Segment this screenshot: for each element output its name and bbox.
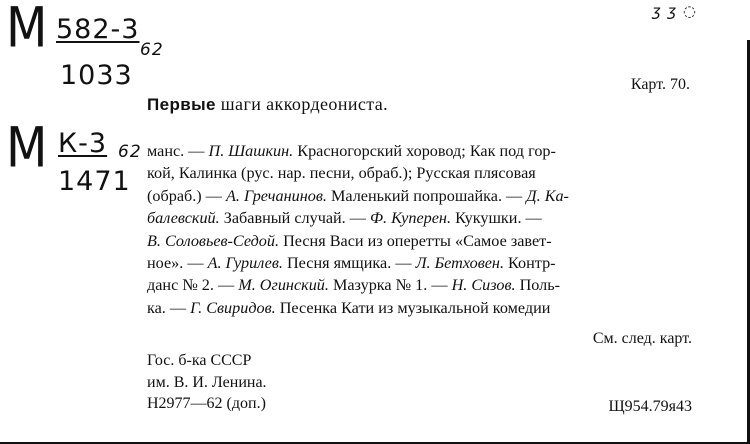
author-name: А. Гречанинов. — [225, 186, 327, 205]
author-name: П. Шашкин. — [208, 142, 294, 160]
contents-line — [147, 207, 692, 229]
author-name: Д. Ка- — [526, 186, 569, 205]
card-number: Карт. 70. — [630, 76, 690, 93]
contents-line — [147, 140, 692, 162]
contents-run: Песня ямщика. — — [282, 254, 416, 273]
contents-line — [147, 274, 692, 296]
author-name: А. Гурилев. — [207, 254, 283, 273]
library-line-2: им. В. И. Ленина. — [147, 373, 267, 391]
author-name: В. Соловьев-Седой. — [147, 231, 280, 250]
contents-run: кой, Калинка (рус. нар. песни, обраб.); Русская плясовая — [147, 164, 536, 183]
contents-run: Забавный случай. — — [219, 209, 371, 228]
contents-line — [147, 162, 692, 184]
contents-run: Песенка Кати из музыкальной комедии — [275, 298, 551, 317]
contents-run: Песня Васи из оперетты «Самое завет- — [279, 231, 552, 250]
library-line-1: Гос. б-ка СССР — [147, 352, 252, 369]
contents-run: данс № 2. — — [147, 276, 239, 295]
contents-run: ное». — — [147, 254, 208, 273]
contents-run: Маленький попрошайка. — — [326, 186, 527, 205]
handwritten-m-lower: М — [6, 115, 49, 181]
handwritten-code-upper-top: 582-3 — [56, 14, 140, 45]
card-title — [147, 94, 388, 115]
handwritten-code-lower-top: К-3 — [58, 128, 108, 159]
contents-run: (обраб.) — — [147, 186, 226, 205]
author-name: балевский. — [147, 209, 220, 228]
title-rest: шаги аккордеониста. — [215, 94, 389, 114]
contents-run: Мазурка № 1. — — [328, 276, 452, 295]
contents-line — [147, 252, 692, 274]
contents-run: ка. — — [147, 298, 191, 317]
author-name: Л. Бетховен. — [415, 254, 504, 273]
author-name: Ф. Куперен. — [370, 209, 452, 228]
contents-run: Красногорский хоровод; Как под гор- — [293, 142, 556, 160]
contents-run: Кукушки. — — [451, 209, 542, 228]
handwritten-code-lower-bottom: 1471 — [58, 166, 131, 197]
contents-line — [147, 230, 692, 252]
handwritten-mark-upper: 62 — [140, 40, 164, 60]
handwritten-mark-lower: 62 — [118, 142, 142, 162]
author-name: Н. Сизов. — [451, 276, 516, 295]
library-stamp — [147, 350, 267, 415]
shelfmark: Щ954.79я43 — [608, 398, 692, 415]
handwritten-code-upper-bottom: 1033 — [60, 60, 133, 91]
title-bold: Первые — [147, 95, 216, 114]
handwritten-corner-note: ʒ ʒ ◌ — [652, 2, 697, 20]
contents-run: манс. — — [147, 142, 209, 160]
library-line-3: Н2977—62 (доп.) — [147, 395, 266, 412]
contents-line — [147, 185, 692, 207]
contents-run: Контр- — [504, 254, 556, 273]
contents-line — [147, 297, 692, 319]
contents-text — [147, 140, 692, 319]
handwritten-m-upper: М — [6, 0, 49, 61]
contents-run: Поль- — [515, 276, 560, 295]
author-name: М. Огинский. — [238, 276, 329, 295]
see-next-card: См. след. карт. — [592, 330, 692, 347]
author-name: Г. Свиридов. — [190, 298, 276, 317]
